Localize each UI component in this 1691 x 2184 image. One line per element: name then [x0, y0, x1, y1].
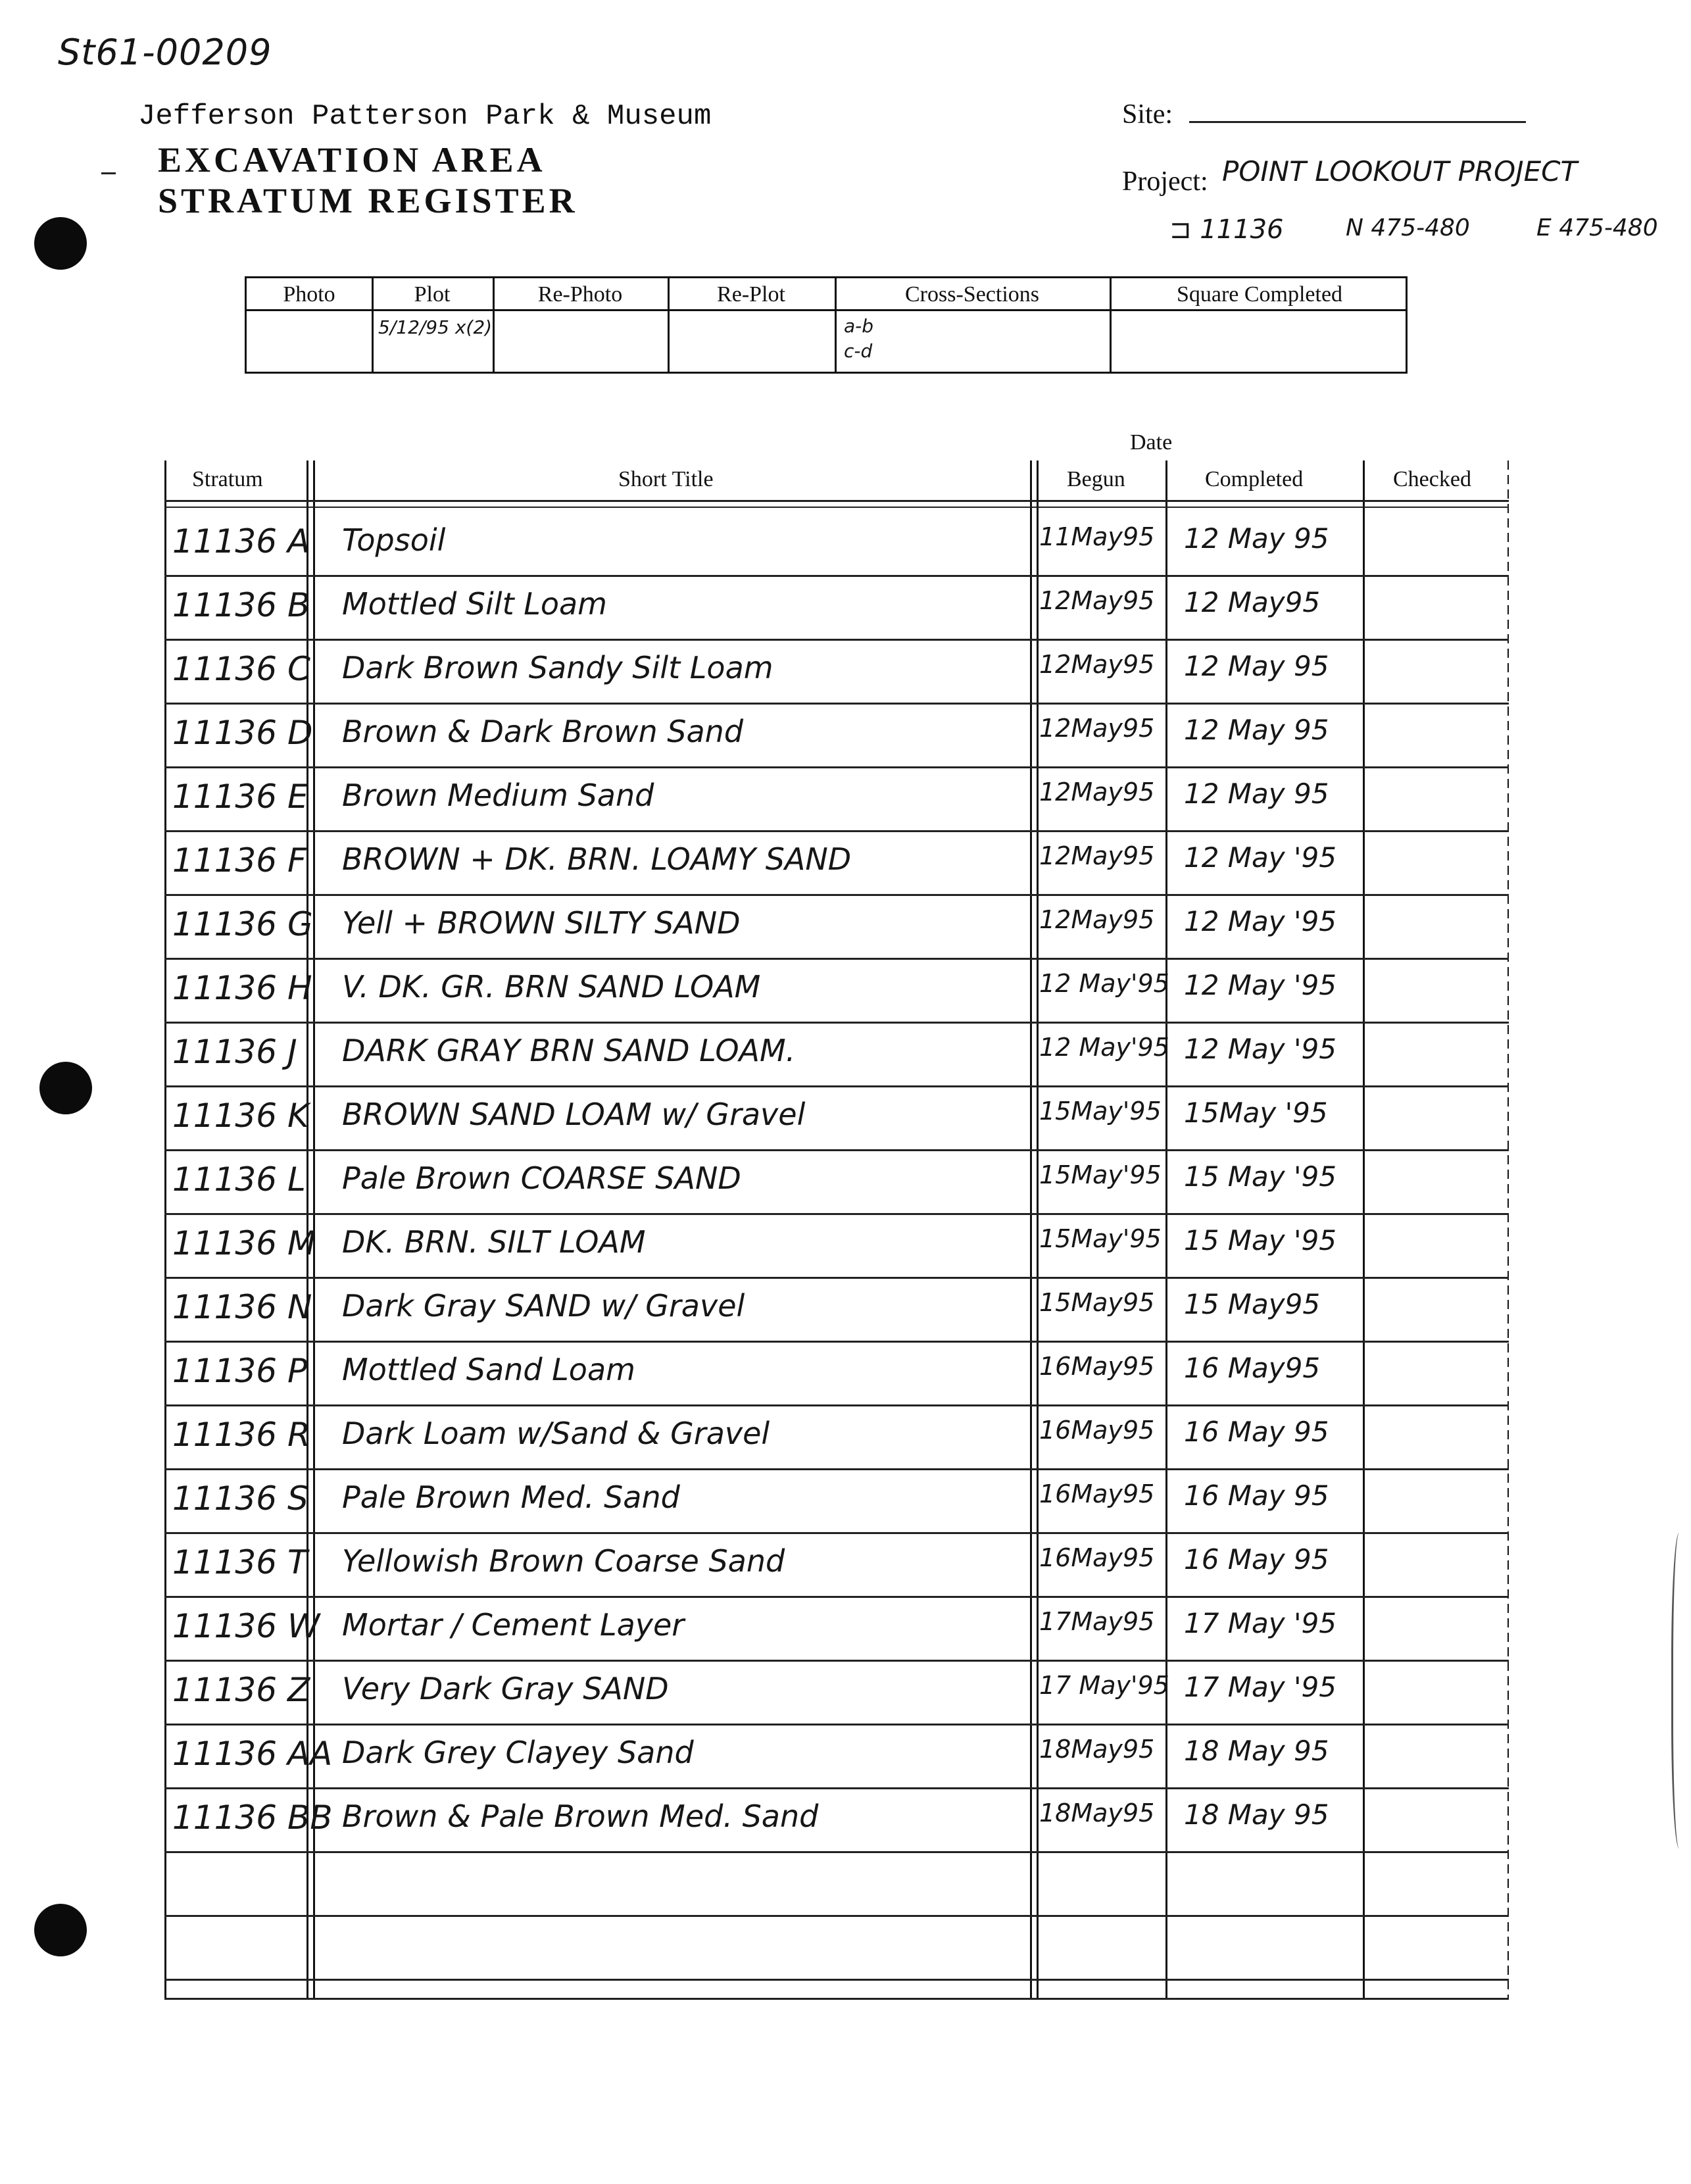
completed-date-cell: 12 May95 — [1184, 586, 1321, 618]
stratum-cell: 11136 H — [172, 969, 312, 1007]
completed-date-cell: 16 May 95 — [1184, 1416, 1329, 1448]
document-code: St61-00209 — [58, 32, 272, 73]
short-title-cell: Dark Brown Sandy Silt Loam — [342, 650, 773, 685]
binder-hole-bottom — [34, 1904, 87, 1956]
begun-date-cell: 16May95 — [1039, 1543, 1155, 1572]
completed-date-cell: 18 May 95 — [1184, 1799, 1329, 1831]
east-coordinates: E 475-480 — [1536, 214, 1658, 241]
stratum-cell: 11136 T — [172, 1543, 308, 1581]
short-title-cell: Yell + BROWN SILTY SAND — [342, 905, 741, 941]
short-title-cell: Mottled Silt Loam — [342, 586, 607, 622]
header-rule — [164, 500, 1509, 502]
stratum-cell: 11136 AA — [172, 1735, 333, 1773]
completed-date-cell: 15 May '95 — [1184, 1160, 1336, 1193]
begun-date-cell: 17 May'95 — [1039, 1671, 1169, 1700]
short-title-cell: Dark Gray SAND w/ Gravel — [342, 1288, 745, 1324]
begun-date-cell: 12May95 — [1039, 778, 1155, 807]
stratum-cell: 11136 Z — [172, 1671, 310, 1709]
bottom-rule — [164, 1998, 1509, 2000]
table-row — [164, 960, 1509, 1024]
plot-value: 5/12/95 x(2) — [378, 316, 493, 338]
table-row — [164, 1725, 1509, 1789]
completed-date-cell: 12 May 95 — [1184, 714, 1329, 746]
short-title-cell: Very Dark Gray SAND — [342, 1671, 669, 1706]
short-title-cell: Pale Brown COARSE SAND — [342, 1160, 741, 1196]
stratum-cell: 11136 J — [172, 1033, 297, 1071]
begun-date-cell: 12May95 — [1039, 586, 1155, 615]
header-plot: Plot — [414, 282, 451, 307]
begun-date-cell: 15May'95 — [1039, 1097, 1162, 1126]
short-title-cell: BROWN SAND LOAM w/ Gravel — [342, 1097, 806, 1132]
site-field[interactable] — [1189, 121, 1526, 123]
stratum-cell: 11136 P — [172, 1352, 308, 1390]
completed-date-cell: 12 May 95 — [1184, 522, 1329, 555]
completed-date-cell: 15 May95 — [1184, 1288, 1321, 1320]
margin-dash — [101, 172, 116, 174]
header-begun: Begun — [1067, 467, 1125, 491]
short-title-cell: Brown & Pale Brown Med. Sand — [342, 1799, 819, 1834]
table-row — [164, 1470, 1509, 1534]
short-title-cell: Yellowish Brown Coarse Sand — [342, 1543, 785, 1579]
stratum-cell: 11136 L — [172, 1160, 306, 1199]
header-completed: Completed — [1205, 467, 1304, 491]
header-checked: Checked — [1393, 467, 1471, 491]
begun-date-cell: 12 May'95 — [1039, 1033, 1169, 1062]
short-title-cell: Brown & Dark Brown Sand — [342, 714, 744, 749]
completed-date-cell: 16 May 95 — [1184, 1543, 1329, 1576]
stratum-cell: 11136 R — [172, 1416, 310, 1454]
completed-date-cell: 12 May 95 — [1184, 778, 1329, 810]
short-title-cell: Mottled Sand Loam — [342, 1352, 635, 1387]
museum-name: Jefferson Patterson Park & Museum — [138, 100, 712, 133]
header-rule — [164, 507, 1509, 508]
stratum-cell: 11136 F — [172, 841, 306, 880]
header-short-title: Short Title — [618, 467, 714, 491]
table-row — [164, 1151, 1509, 1215]
date-group-label: Date — [1130, 430, 1173, 455]
completed-date-cell: 12 May 95 — [1184, 650, 1329, 682]
table-row — [164, 641, 1509, 705]
completed-date-cell: 17 May '95 — [1184, 1671, 1336, 1703]
begun-date-cell: 15May'95 — [1039, 1160, 1162, 1189]
cross-section-value: c-d — [844, 340, 873, 362]
stratum-cell: 11136 D — [172, 714, 313, 752]
table-row — [164, 1534, 1509, 1598]
stratum-cell: 11136 BB — [172, 1799, 333, 1837]
short-title-cell: Pale Brown Med. Sand — [342, 1479, 680, 1515]
project-label: Project: — [1122, 166, 1208, 197]
begun-date-cell: 16May95 — [1039, 1352, 1155, 1381]
completed-date-cell: 12 May '95 — [1184, 905, 1336, 937]
table-row — [164, 896, 1509, 960]
table-row — [164, 832, 1509, 896]
begun-date-cell: 16May95 — [1039, 1416, 1155, 1445]
table-row — [164, 705, 1509, 768]
begun-date-cell: 12May95 — [1039, 905, 1155, 934]
header-stratum: Stratum — [192, 467, 263, 491]
stratum-cell: 11136 W — [172, 1607, 320, 1645]
table-row — [164, 577, 1509, 641]
begun-date-cell: 17May95 — [1039, 1607, 1155, 1636]
short-title-cell: BROWN + DK. BRN. LOAMY SAND — [342, 841, 852, 877]
begun-date-cell: 12May95 — [1039, 841, 1155, 870]
begun-date-cell: 11May95 — [1039, 522, 1155, 551]
completed-date-cell: 16 May95 — [1184, 1352, 1321, 1384]
begun-date-cell: 16May95 — [1039, 1479, 1155, 1508]
project-value: POINT LOOKOUT PROJECT — [1222, 155, 1578, 187]
table-row — [164, 1853, 1509, 1917]
stratum-cell: 11136 K — [172, 1097, 309, 1135]
begun-date-cell: 15May95 — [1039, 1288, 1155, 1317]
completed-date-cell: 15 May '95 — [1184, 1224, 1336, 1256]
table-row — [164, 1662, 1509, 1725]
table-row — [164, 1598, 1509, 1662]
begun-date-cell: 15May'95 — [1039, 1224, 1162, 1253]
short-title-cell: DK. BRN. SILT LOAM — [342, 1224, 646, 1260]
completed-date-cell: 17 May '95 — [1184, 1607, 1336, 1639]
header-re-photo: Re-Photo — [537, 282, 623, 307]
stratum-cell: 11136 B — [172, 586, 310, 624]
short-title-cell: Mortar / Cement Layer — [342, 1607, 685, 1643]
cross-section-value: a-b — [844, 315, 874, 337]
table-row — [164, 1917, 1509, 1981]
begun-date-cell: 18May95 — [1039, 1799, 1155, 1827]
header-square-completed: Square Completed — [1176, 282, 1343, 307]
table-row — [164, 1087, 1509, 1151]
completed-date-cell: 12 May '95 — [1184, 1033, 1336, 1065]
row-rule — [164, 1979, 1509, 1981]
short-title-cell: Brown Medium Sand — [342, 778, 654, 813]
header-photo: Photo — [283, 282, 335, 307]
short-title-cell: Dark Grey Clayey Sand — [342, 1735, 694, 1770]
north-coordinates: N 475-480 — [1346, 214, 1470, 241]
completed-date-cell: 12 May '95 — [1184, 841, 1336, 874]
record-table — [245, 276, 1408, 374]
table-row — [164, 768, 1509, 832]
binder-hole-top — [34, 217, 87, 270]
stratum-cell: 11136 C — [172, 650, 310, 688]
begun-date-cell: 12May95 — [1039, 650, 1155, 679]
short-title-cell: DARK GRAY BRN SAND LOAM. — [342, 1033, 796, 1068]
begun-date-cell: 18May95 — [1039, 1735, 1155, 1764]
header-cross-sections: Cross-Sections — [905, 282, 1039, 307]
binder-hole-middle — [39, 1062, 92, 1114]
header-re-plot: Re-Plot — [717, 282, 785, 307]
stratum-cell: 11136 G — [172, 905, 313, 943]
stratum-cell: 11136 S — [172, 1479, 308, 1518]
stratum-cell: 11136 N — [172, 1288, 312, 1326]
table-row — [164, 513, 1509, 577]
begun-date-cell: 12May95 — [1039, 714, 1155, 743]
completed-date-cell: 16 May 95 — [1184, 1479, 1329, 1512]
form-title-line2: STRATUM REGISTER — [158, 181, 578, 220]
table-row — [164, 1215, 1509, 1279]
stratum-cell: 11136 A — [172, 522, 310, 560]
table-row — [164, 1789, 1509, 1853]
form-title-line1: EXCAVATION AREA — [158, 140, 546, 180]
table-row — [164, 1406, 1509, 1470]
stratum-cell: 11136 M — [172, 1224, 316, 1262]
table-row — [164, 1279, 1509, 1343]
table-row — [164, 1024, 1509, 1087]
completed-date-cell: 12 May '95 — [1184, 969, 1336, 1001]
table-row — [164, 1343, 1509, 1406]
short-title-cell: Topsoil — [342, 522, 446, 558]
stratum-cell: 11136 E — [172, 778, 308, 816]
begun-date-cell: 12 May'95 — [1039, 969, 1169, 998]
site-label: Site: — [1122, 99, 1173, 130]
torn-page-edge — [1671, 1533, 1691, 1849]
completed-date-cell: 18 May 95 — [1184, 1735, 1329, 1767]
square-number: ⊐ 11136 — [1169, 214, 1284, 245]
completed-date-cell: 15May '95 — [1184, 1097, 1328, 1129]
short-title-cell: V. DK. GR. BRN SAND LOAM — [342, 969, 761, 1005]
short-title-cell: Dark Loam w/Sand & Gravel — [342, 1416, 770, 1451]
